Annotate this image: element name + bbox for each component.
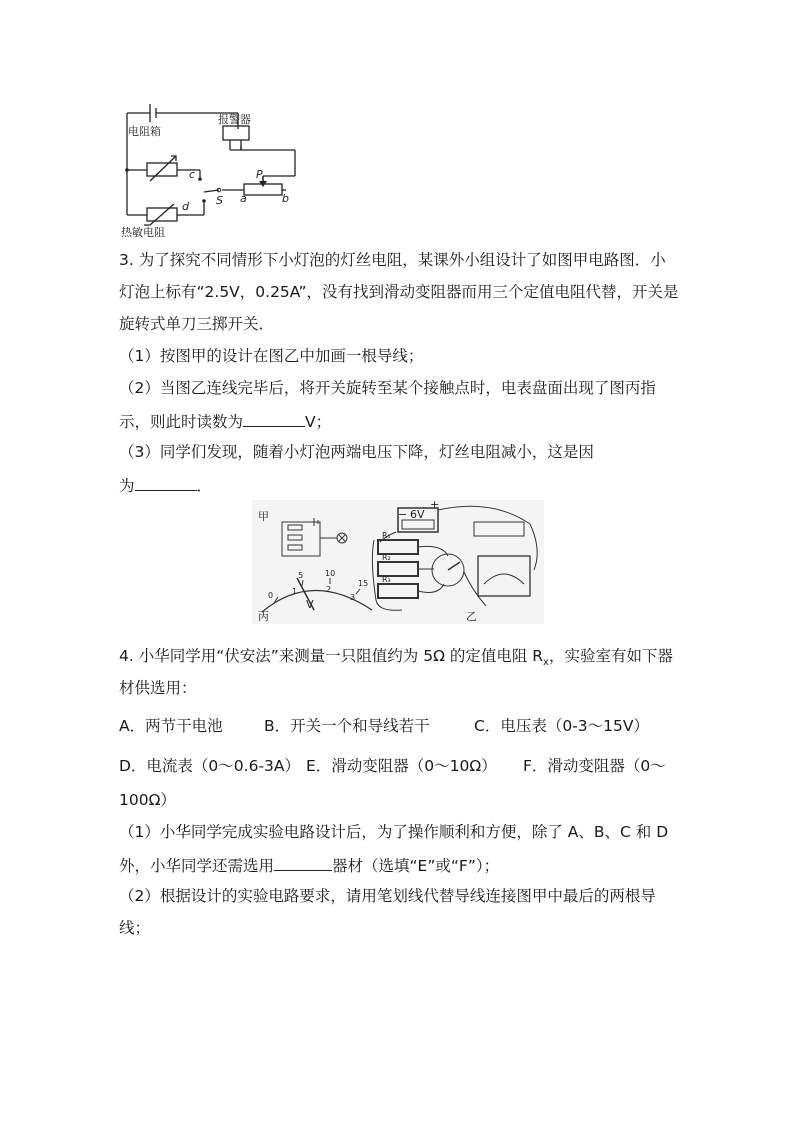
q3-part3-line2: 为 ． [119,474,212,496]
option-f: F．滑动变阻器（0～ [523,757,666,775]
q4-line2: 材供选用： [119,679,197,697]
alarm-circuit-figure [120,98,305,240]
battery-minus-label: − [398,508,408,521]
alarm-label: 报警器 [218,113,251,126]
answer-blank-reason[interactable] [135,474,197,491]
voltmeter-v-label: V [306,598,314,611]
contact-d-label: d [182,200,189,213]
option-b: B．开关一个和导线若干 [264,717,430,735]
battery-6v-label: 6V [410,508,425,521]
dial-inner-1: 1 [292,587,298,596]
end-b-label: b [282,192,289,205]
jia-label: 甲 [258,510,269,523]
r2-label: R₂ [382,553,391,562]
q3-line2: 灯泡上标有“2.5V，0.25A”，没有找到滑动变阻器而用三个定值电阻代替，开关是 [119,283,679,301]
contact-c-label: c [189,168,196,181]
battery-plus-label: + [430,500,440,511]
q3-line1: 3. 为了探究不同情形下小灯泡的灯丝电阻，某课外小组设计了如图甲电路图．小 [119,251,666,269]
dial-tick-0: 0 [268,591,274,600]
switch-s-label: S [216,194,223,207]
r1-label: R₁ [382,531,391,540]
experiment-figure-jia-yi-bing [252,500,544,624]
dial-tick-10: 10 [325,569,336,578]
answer-blank-equipment[interactable] [274,854,332,871]
resistance-box-label: 电阻箱 [128,125,161,138]
q3-part3-line1: （3）同学们发现，随着小灯泡两端电压下降，灯丝电阻减小，这是因 [119,443,594,461]
dial-tick-5: 5 [298,571,304,580]
answer-blank-voltage[interactable] [243,410,305,427]
q4-line1: 4. 小华同学用“伏安法”来测量一只阻值约为 5Ω 的定值电阻 $R_x$，实验室有如下器 [119,647,673,669]
dial-tick-15: 15 [358,579,369,588]
q4-part1-line1: （1）小华同学完成实验电路设计后，为了操作顺利和方便，除了 A、B、C 和 D [119,823,669,841]
option-a: A．两节干电池 [119,717,223,735]
option-d: D．电流表（0～0.6-3A） [119,757,301,775]
q4-options-row1 [119,716,649,736]
q4-part2-line1: （2）根据设计的实验电路要求，请用笔划线代替导线连接图甲中最后的两根导 [119,887,656,905]
q4-options-row2 [119,756,666,776]
q4-part2-line2: 线； [119,919,151,937]
bing-label: 丙 [258,610,269,623]
dial-inner-2: 2 [326,585,332,594]
q4-part1-line2: 外，小华同学还需选用 器材（选填“E”或“F”）； [119,854,499,876]
q3-line3: 旋转式单刀三掷开关． [119,315,275,333]
r3-label: R₃ [382,575,391,584]
q3-part2-line2: 示，则此时读数为 V； [119,410,331,432]
yi-label: 乙 [466,610,477,623]
option-c: C．电压表（0-3～15V） [474,717,649,735]
thermistor-label: 热敏电阻 [121,226,165,239]
rx-subscript: x [543,657,549,669]
q3-part1: （1）按图甲的设计在图乙中加画一根导线； [119,347,424,365]
q3-part2-line1: （2）当图乙连线完毕后，将开关旋转至某个接触点时，电表盘面出现了图丙指 [119,379,656,397]
slider-p-label: P [256,168,263,181]
end-a-label: a [240,192,247,205]
option-e: E．滑动变阻器（0～10Ω） [306,757,497,775]
dial-inner-3: 3 [350,593,356,602]
q4-option-f-end: 100Ω） [119,791,176,809]
